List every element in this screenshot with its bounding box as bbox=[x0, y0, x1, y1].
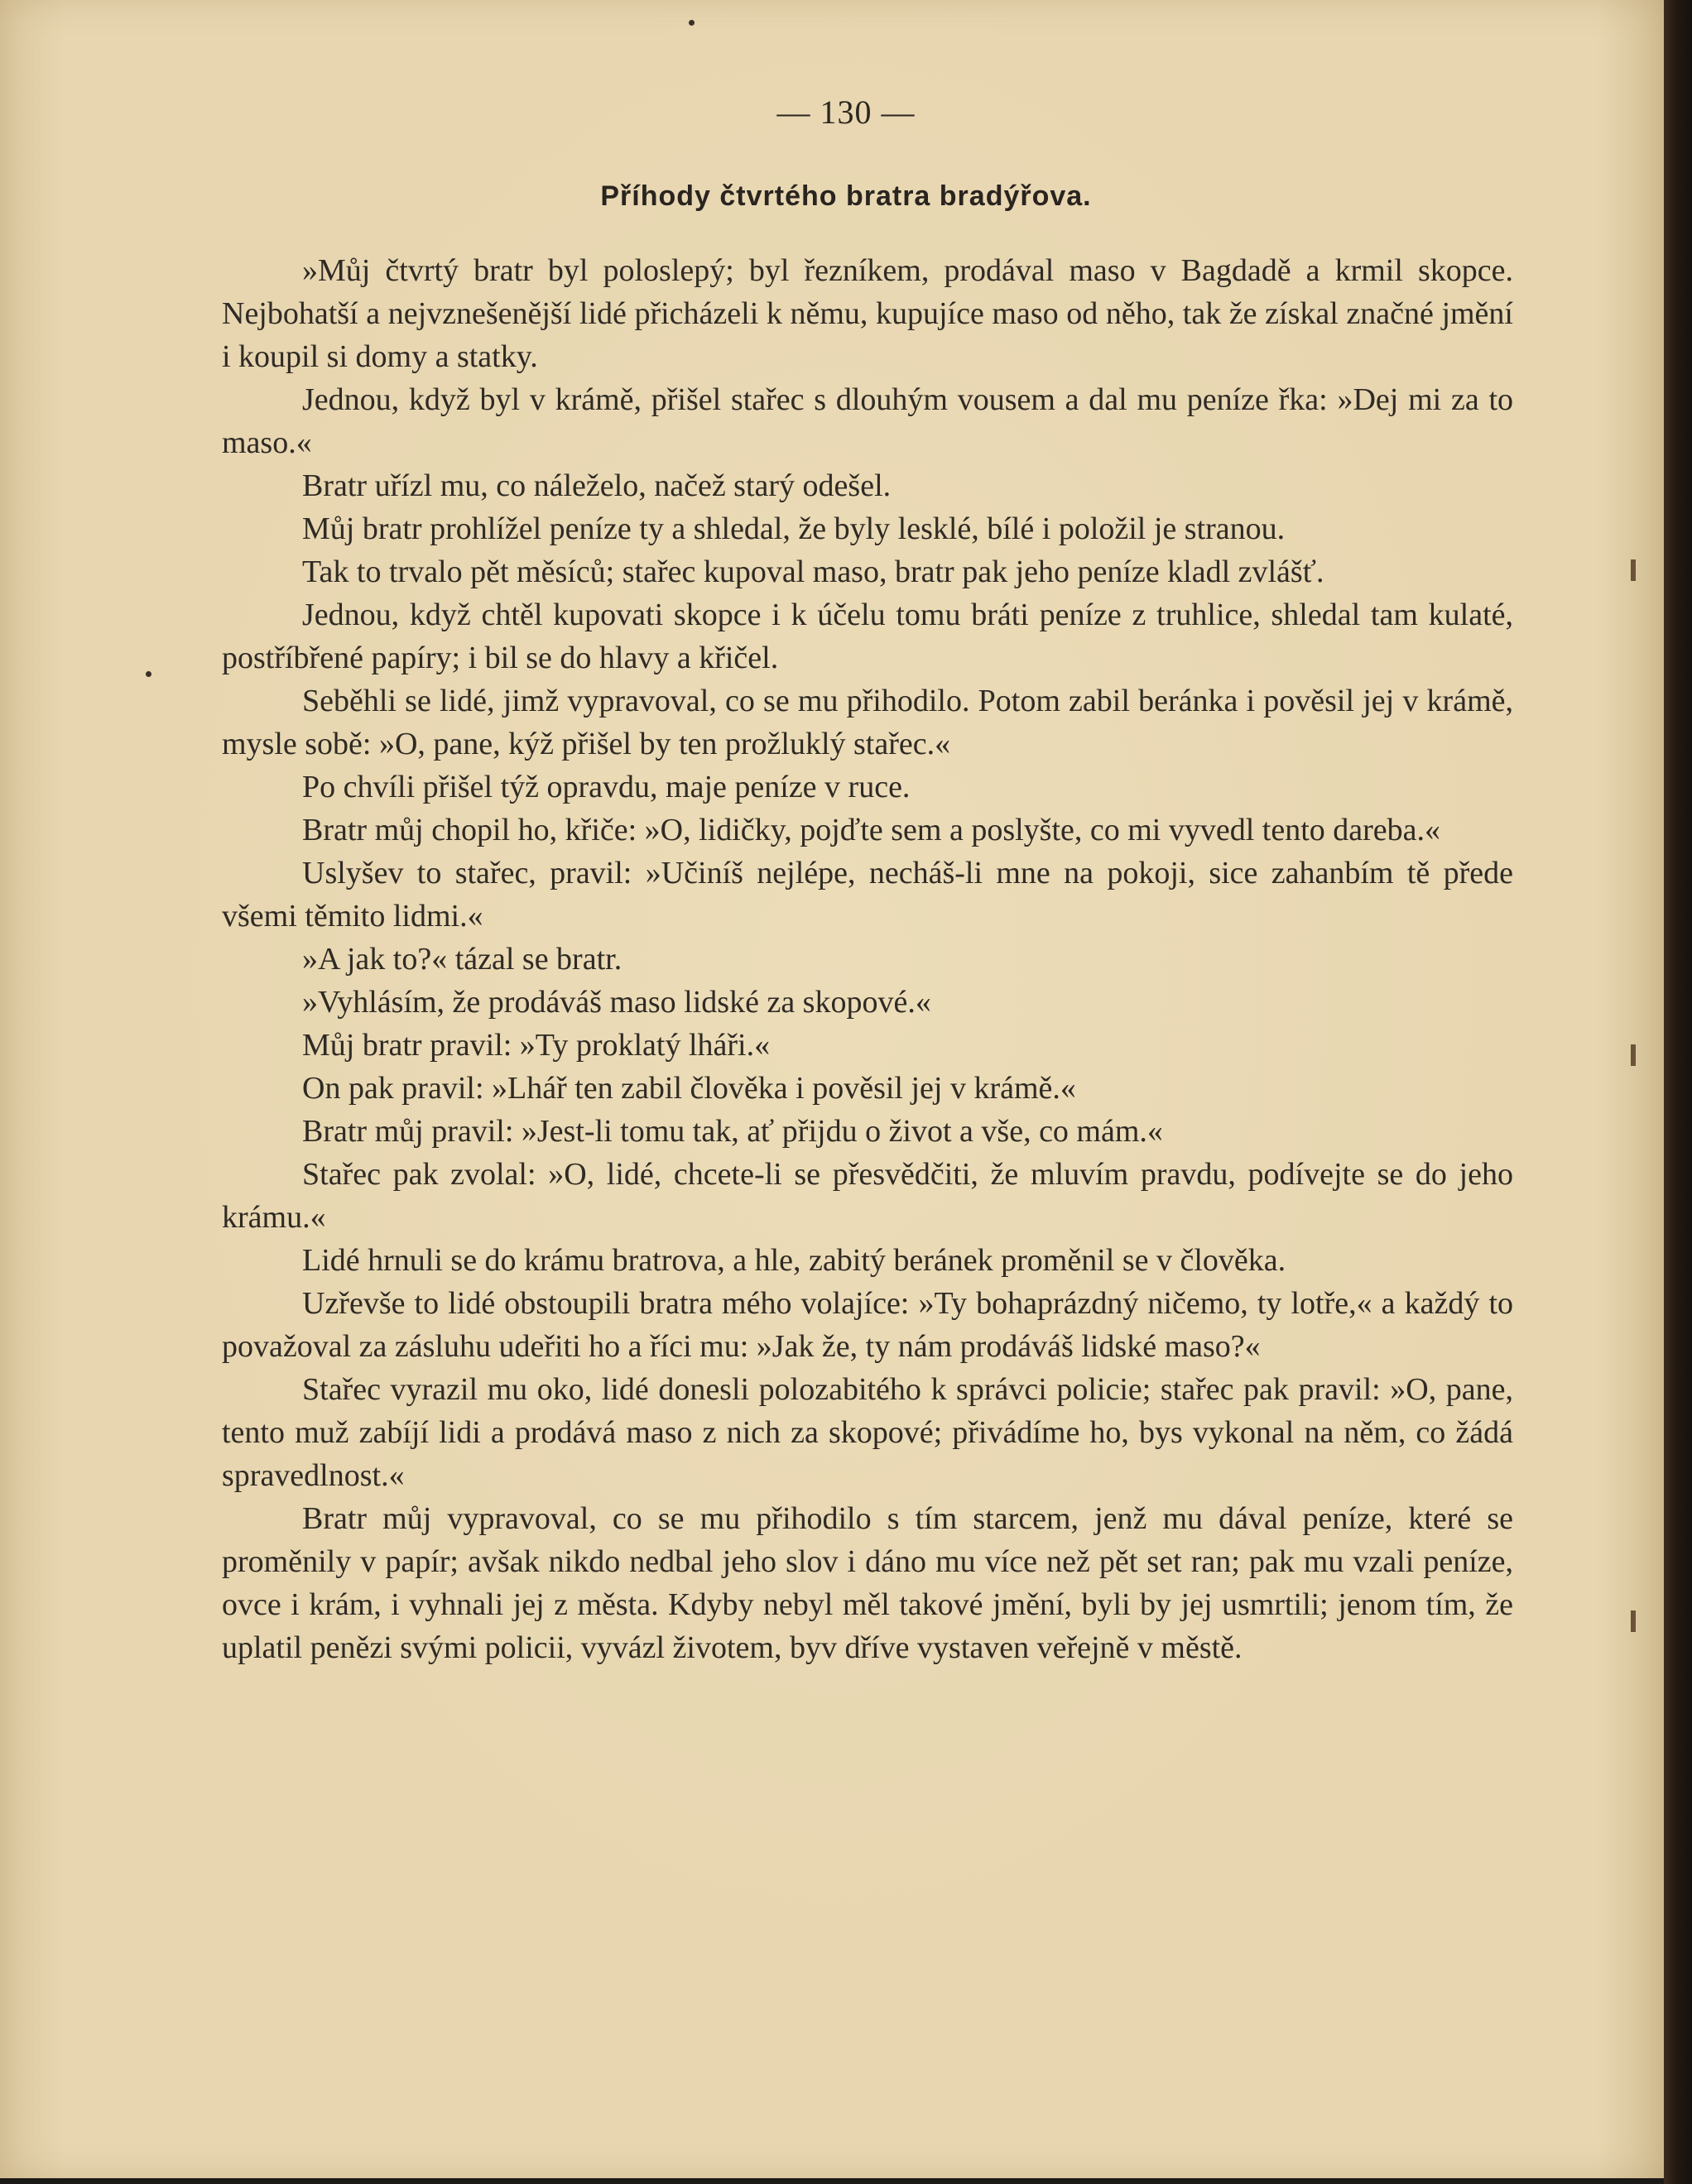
page-number: — 130 — bbox=[776, 94, 916, 131]
paragraph: On pak pravil: »Lhář ten zabil člověka i pověsil jej v krámě.« bbox=[302, 1071, 1076, 1106]
body-text bbox=[222, 249, 1513, 1669]
paragraph: Po chvíli přišel týž opravdu, maje peníze v ruce. bbox=[302, 770, 911, 804]
book-gutter bbox=[1664, 0, 1692, 2184]
paragraph: Bratr uřízl mu, co náleželo, načež starý odešel. bbox=[302, 468, 892, 503]
paragraph: Bratr můj chopil ho, křiče: »O, lidičky, pojďte sem a poslyšte, co mi vyvedl tento dareba.« bbox=[302, 813, 1441, 847]
paragraph: Bratr můj pravil: »Jest-li tomu tak, ať přijdu o život a vše, co mám.« bbox=[302, 1114, 1163, 1149]
paragraph: Uzřevše to lidé obstoupili bratra mého volajíce: »Ty bohaprázdný ničemo, ty lotře,« a každý to považoval za zásluhu udeřiti ho a říci mu: »Jak že, ty nám prodáváš lidské maso?« bbox=[222, 1286, 1513, 1364]
paragraph: Tak to trvalo pět měsíců; stařec kupoval maso, bratr pak jeho peníze kladl zvlášť. bbox=[302, 554, 1324, 589]
paragraph: Uslyšev to stařec, pravil: »Učiníš nejlépe, necháš-li mne na pokoji, sice zahanbím tě přede všemi těmito lidmi.« bbox=[222, 856, 1513, 934]
paragraph: »A jak to?« tázal se bratr. bbox=[302, 942, 622, 977]
chapter-title: Příhody čtvrtého bratra bradýřova. bbox=[600, 180, 1092, 212]
paragraph: Jednou, když byl v krámě, přišel stařec s dlouhým vousem a dal mu peníze řka: »Dej mi za to maso.« bbox=[222, 382, 1513, 460]
paragraph: »Vyhlásím, že prodáváš maso lidské za skopové.« bbox=[302, 985, 931, 1020]
paragraph: Stařec vyrazil mu oko, lidé donesli polozabitého k správci policie; stařec pak pravil: »O, pane, tento muž zabíjí lidi a prodává maso z nich za skopové; přivádíme ho, bys vykonal na něm, co žádá spravedlnost.« bbox=[222, 1372, 1513, 1493]
paragraph: Můj bratr prohlížel peníze ty a shledal, že byly lesklé, bílé i položil je stranou. bbox=[302, 511, 1286, 546]
paragraph: Můj bratr pravil: »Ty proklatý lháři.« bbox=[302, 1028, 771, 1063]
page-edge-mark bbox=[1631, 1044, 1636, 1066]
paragraph: Stařec pak zvolal: »O, lidé, chcete-li se přesvědčiti, že mluvím pravdu, podívejte se do jeho krámu.« bbox=[222, 1157, 1513, 1235]
paragraph: Bratr můj vypravoval, co se mu přihodilo s tím starcem, jenž mu dával peníze, které se proměnily v papír; avšak nikdo nedbal jeho slov i dáno mu více než pět set ran; pak mu vzali peníze, ovce i krám, i vyhnali jej z města. Kdyby nebyl měl takové jmění, byli by jej usmrtili; jenom tím, že uplatil penězi svými policii, vyvázl životem, byv dříve vystaven veřejně v městě. bbox=[222, 1501, 1513, 1665]
ink-speck bbox=[146, 671, 151, 677]
page-edge-mark bbox=[1631, 559, 1636, 581]
paragraph: Lidé hrnuli se do krámu bratrova, a hle, zabitý beránek proměnil se v člověka. bbox=[302, 1243, 1286, 1278]
paragraph: Jednou, když chtěl kupovati skopce i k účelu tomu bráti peníze z truhlice, shledal tam kulaté, postříbřené papíry; i bil se do hlavy a křičel. bbox=[222, 598, 1513, 675]
paragraph: Seběhli se lidé, jimž vypravoval, co se mu přihodilo. Potom zabil beránka i pověsil jej v krámě, mysle sobě: »O, pane, kýž přišel by ten prožluklý stařec.« bbox=[222, 684, 1513, 761]
ink-speck bbox=[689, 20, 695, 26]
paragraph: »Můj čtvrtý bratr byl poloslepý; byl řezníkem, prodával maso v Bagdadě a krmil skopce. Nejbohatší a nejvznešenější lidé přicházeli k němu, kupujíce maso od něho, tak že získal značné jmění i koupil si domy a statky. bbox=[222, 253, 1513, 374]
page-edge-mark bbox=[1631, 1610, 1636, 1632]
